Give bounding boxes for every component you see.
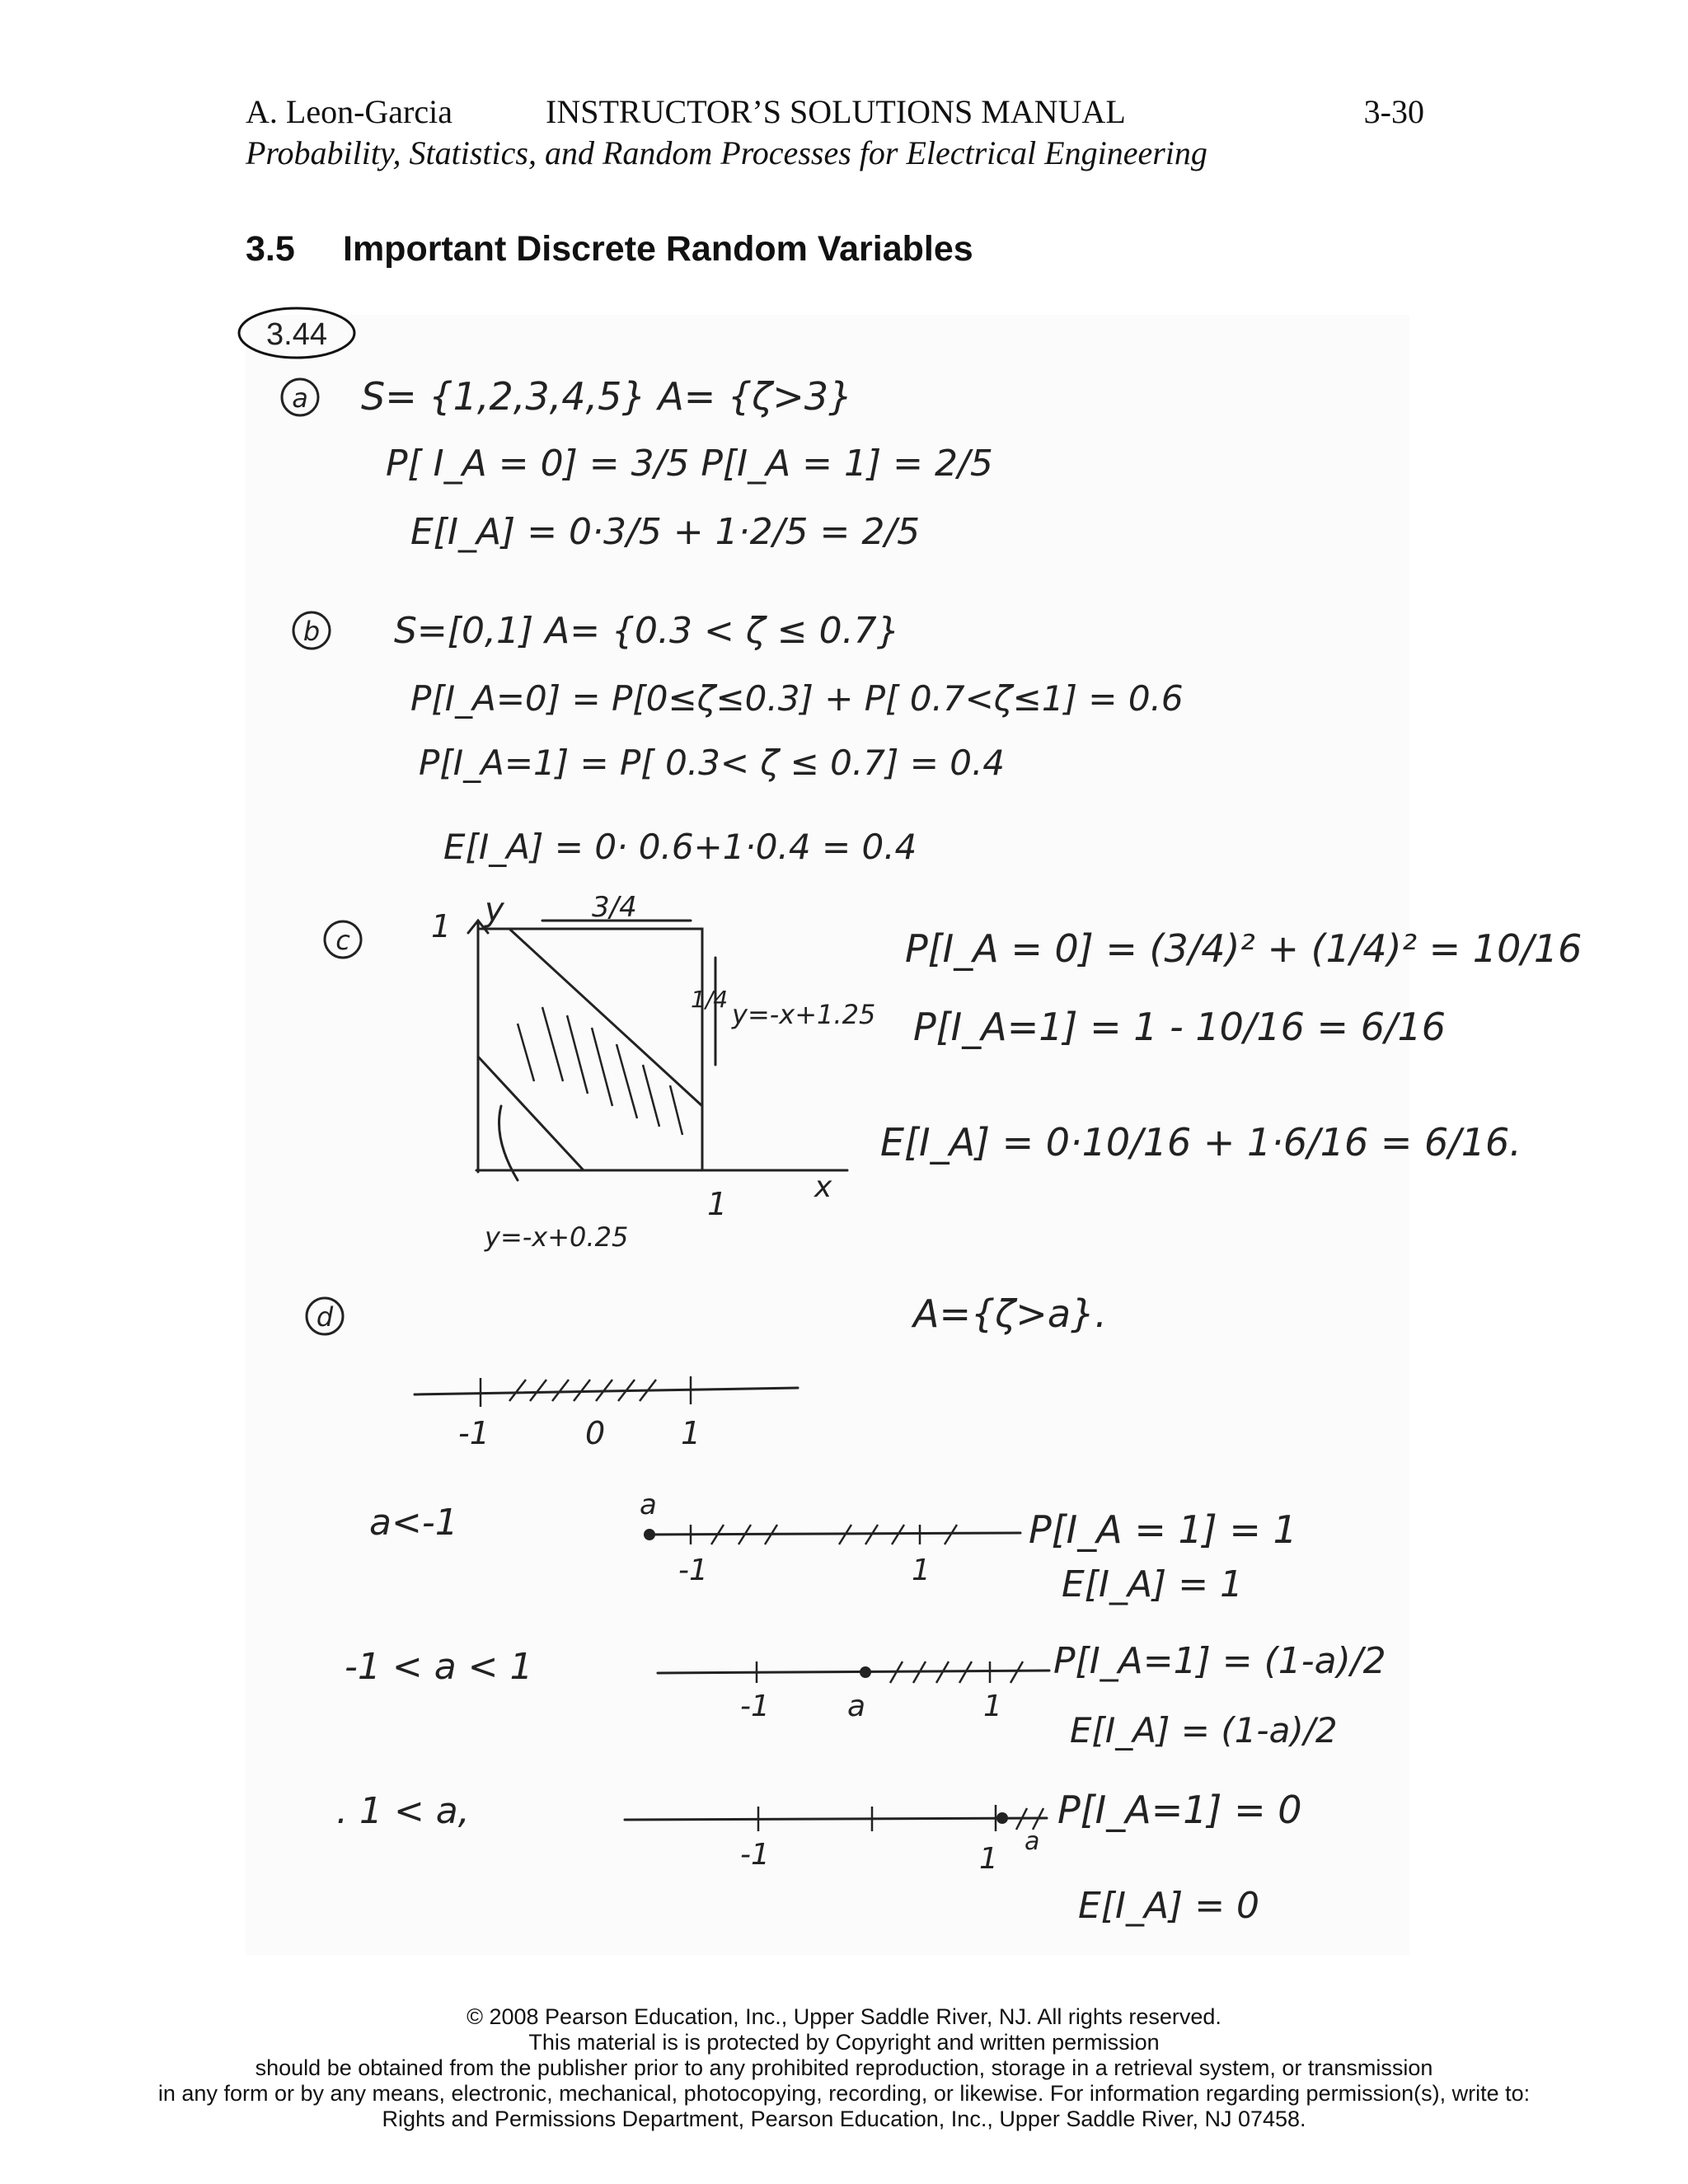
manual-title: INSTRUCTOR’S SOLUTIONS MANUAL [546, 93, 1126, 130]
case3-condition: . 1 < a, [336, 1790, 470, 1832]
page-number: 3-30 [1363, 93, 1424, 130]
section-heading [246, 229, 973, 269]
case2-prob: P[I_A=1] = (1-a)/2 [1053, 1640, 1386, 1682]
unit-square [478, 929, 702, 1170]
part-c-eq3: E[I_A] = 0·10/16 + 1·6/16 = 6/16. [880, 1120, 1522, 1165]
shaded-region-hatching [518, 1007, 682, 1135]
footer-line-1: © 2008 Pearson Education, Inc., Upper Saddle River, NJ. All rights reserved. [467, 2004, 1221, 2029]
problem-number: 3.44 [266, 317, 327, 352]
x-axis-label: x [814, 1170, 832, 1204]
part-a-line3: E[I_A] = 0·3/5 + 1·2/5 = 2/5 [410, 511, 921, 553]
footer-line-2: This material is is protected by Copyright and written permission [528, 2030, 1160, 2055]
case-a-between [345, 1640, 1386, 1750]
case3-prob: P[I_A=1] = 0 [1057, 1788, 1302, 1832]
case-a-greater-1 [336, 1788, 1302, 1927]
tick-neg1: -1 [458, 1415, 490, 1451]
handwritten-solution-scan [246, 315, 1582, 1955]
upper-line-label: y=-x+1.25 [732, 999, 876, 1030]
case1-prob: P[I_A = 1] = 1 [1029, 1507, 1297, 1552]
part-b-line4: E[I_A] = 0· 0.6+1·0.4 = 0.4 [443, 827, 917, 867]
case3-point: a [1025, 1827, 1040, 1856]
lower-line-label: y=-x+0.25 [485, 1221, 629, 1253]
copyright-footer [0, 2004, 1688, 2132]
part-b-line2: P[I_A=0] = P[0≤ζ≤0.3] + P[ 0.7<ζ≤1] = 0.6 [410, 678, 1184, 719]
part-a-line1: S= {1,2,3,4,5} A= {ζ>3} [361, 374, 853, 419]
case3-tick-1: 1 [979, 1842, 998, 1876]
tick-0: 0 [585, 1415, 606, 1451]
side-label: 1/4 [691, 986, 729, 1013]
part-b-line3: P[I_A=1] = P[ 0.3< ζ ≤ 0.7] = 0.4 [419, 743, 1006, 783]
case1-tick-1: 1 [912, 1554, 931, 1587]
case2-expect: E[I_A] = (1-a)/2 [1070, 1710, 1338, 1750]
x-tick-1: 1 [707, 1186, 728, 1222]
section-number: 3.5 [246, 229, 295, 269]
lower-line-y-neg-x-plus-0p25 [478, 1057, 584, 1170]
footer-line-5: Rights and Permissions Department, Pearson Education, Inc., Upper Saddle River, NJ 07458. [382, 2107, 1306, 2131]
case1-tick-neg1: -1 [678, 1554, 708, 1587]
case2-tick-neg1: -1 [740, 1690, 770, 1723]
footer-line-3: should be obtained from the publisher prior to any prohibited reproduction, storage in a retrieval system, or transmission [255, 2055, 1433, 2080]
case1-point: a [640, 1488, 657, 1521]
case1-expect: E[I_A] = 1 [1062, 1563, 1244, 1605]
part-c-eq2: P[I_A=1] = 1 - 10/16 = 6/16 [913, 1005, 1447, 1049]
part-b-line1: S=[0,1] A= {0.3 < ζ ≤ 0.7} [394, 610, 900, 652]
width-label: 3/4 [592, 891, 637, 924]
part-c-eq1: P[I_A = 0] = (3/4)² + (1/4)² = 10/16 [905, 926, 1582, 971]
case3-expect: E[I_A] = 0 [1078, 1885, 1260, 1927]
section-title: Important Discrete Random Variables [343, 229, 973, 269]
solution-drawing [246, 315, 1582, 1955]
part-c-label: c [335, 925, 350, 956]
y-axis-label: y [485, 891, 504, 929]
running-header [246, 92, 1424, 138]
number-line-overview [415, 1376, 798, 1451]
y-tick-1: 1 [431, 908, 452, 944]
case2-condition: -1 < a < 1 [345, 1646, 533, 1688]
author-name: A. Leon-Garcia [246, 93, 452, 130]
region-diagram [431, 891, 875, 1253]
part-a-label: a [292, 382, 308, 414]
case1-condition: a<-1 [369, 1502, 458, 1544]
case2-tick-1: 1 [983, 1690, 1002, 1723]
case3-tick-neg1: -1 [740, 1838, 770, 1872]
case-a-less-neg1 [369, 1488, 1297, 1605]
footer-line-4: in any form or by any means, electronic, mechanical, photocopying, recording, or likewise. For information regarding permission(s), write to: [157, 2081, 1531, 2106]
case2-point: a [847, 1690, 866, 1723]
part-b-label: b [302, 616, 321, 647]
part-d-set: A={ζ>a}. [913, 1291, 1107, 1336]
part-a-line2: P[ I_A = 0] = 3/5 P[I_A = 1] = 2/5 [386, 443, 993, 485]
tick-1: 1 [681, 1415, 701, 1451]
book-title: Probability, Statistics, and Random Processes for Electrical Engineering [246, 134, 1207, 171]
part-d-label: d [316, 1301, 334, 1333]
